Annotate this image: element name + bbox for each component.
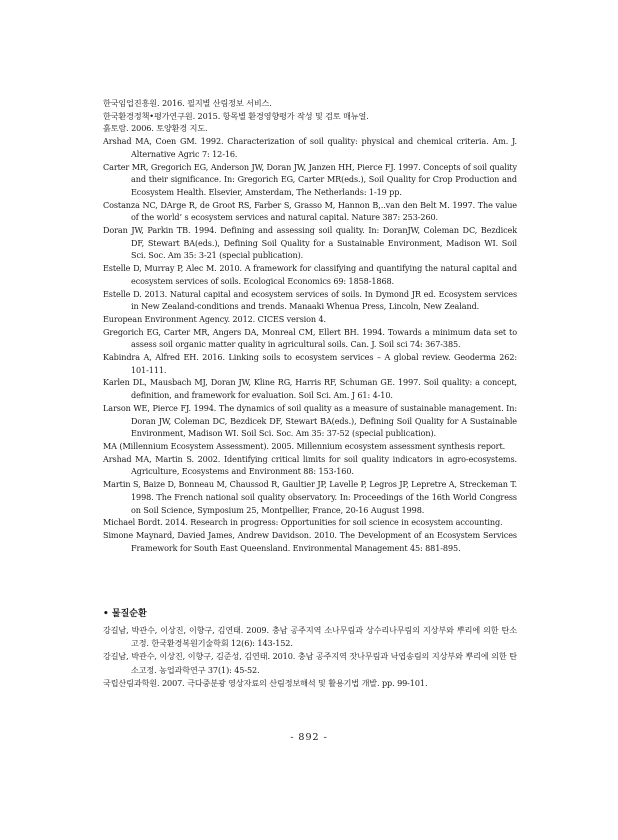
reference-item: MA (Millennium Ecosystem Assessment). 2005. Millennium ecosystem assessment synthesis report. (103, 440, 506, 451)
page-number: - 892 - (290, 732, 328, 743)
reference-item: Carter MR, Gregorich EG, Anderson JW, Doran JW, Janzen HH, Pierce FJ. 1997. Concepts of soil quality and their significance. In: Gregorich EG, Carter MR(eds.), Soil Quality for Crop Production and Ecosystem Health. Elsevier, Amsterdam, The Netherlands: 1-19 pp. (103, 161, 517, 197)
reference-item: Arshad MA, Coen GM. 1992. Characterization of soil quality: physical and chemical criteria. Am. J. Alternative Agric 7: 12-16. (103, 136, 517, 159)
reference-item: Arshad MA, Martin S. 2002. Identifying critical limits for soil quality indicators in agro-ecosystems. Agriculture, Ecosystems and Environment 88: 153-160. (103, 453, 517, 477)
reference-item: 강길남, 박관수, 이상진, 이향구, 김연태. 2009. 충남 공주지역 소나무림과 상수리나무림의 지상부와 뿌리에 의한 탄소고정. 한국환경복원기술학회 12(6): 143-152. (103, 625, 517, 649)
section-reference-list (103, 624, 517, 690)
reference-item: 강길남, 박관수, 이상진, 이향구, 김준성, 김연태. 2010. 충남 공주지역 잣나무림과 낙엽송림의 지상부와 뿌리에 의한 탄소고정. 농업과학연구 37(1): 45-52. (103, 651, 517, 675)
reference-item: Michael Bordt. 2014. Research in progress: Opportunities for soil science in ecosystem accounting. (103, 517, 503, 528)
reference-item: 흙토람. 2006. 토양환경 지도. (103, 123, 208, 134)
reference-item: Costanza NC, DArge R, de Groot RS, Farber S, Grasso M, Hannon B,..van den Belt M. 1997. The value of the world’ s ecosystem services and natural capital. Nature 387: 253-260. (103, 199, 517, 223)
reference-item: 국립산림과학원. 2007. 극다중분광 영상자료의 산림정보해석 및 활용기법 개발. pp. 99-101. (103, 677, 428, 688)
reference-item: Larson WE, Pierce FJ. 1994. The dynamics of soil quality as a measure of sustainable management. In: Doran JW, Coleman DC, Bezdicek DF, Stewart BA(eds.), Defining Soil Quality for A Sustainable Environment, Madison WI. Soil Sci. Soc. Am 35: 37-52 (special publication). (103, 402, 517, 439)
reference-item: 한국임업진흥원. 2016. 필지별 산림정보 서비스. (103, 98, 272, 108)
reference-item: Kabindra A, Alfred EH. 2016. Linking soils to ecosystem services – A global review. Geoderma 262: 101-111. (103, 352, 517, 375)
reference-item: European Environment Agency. 2012. CICES version 4. (103, 313, 326, 324)
reference-item: Doran JW, Parkin TB. 1994. Defining and assessing soil quality. In: DoranJW, Coleman DC, Bezdicek DF, Stewart BA(eds.), Defining Soil Quality for a Sustainable Environment, Madison WI. Soil Sci. Soc. Am 35: 3-21 (special publication). (103, 225, 517, 261)
reference-item: Martin S, Baize D, Bonneau M, Chaussod R, Gaultier JP, Lavelle P, Legros JP, Lepretre A, Streckeman T. 1998. The French national soil quality observatory. In: Proceedings of the 16th World Congress on Soil Science, Symposium 25, Montpellier, France, 20-16 August 1998. (103, 479, 517, 515)
reference-list (103, 97, 517, 554)
reference-item: Simone Maynard, Davied James, Andrew Davidson. 2010. The Development of an Ecosystem Services Framework for South East Queensland. Environmental Management 45: 881-895. (103, 529, 517, 553)
reference-item: Gregorich EG, Carter MR, Angers DA, Monreal CM, Ellert BH. 1994. Towards a minimum data set to assess soil organic matter quality in agricultural soils. Can. J. Soil sci 74: 367-385. (103, 326, 517, 350)
reference-item: 한국환경정책•평가연구원. 2015. 항목별 환경영향평가 작성 및 검토 매뉴얼. (103, 110, 369, 121)
reference-item: Estelle D, Murray P, Alec M. 2010. A framework for classifying and quantifying the natural capital and ecosystem services of soils. Ecological Economics 69: 1858-1868. (103, 263, 517, 286)
reference-item: Karlen DL, Mausbach MJ, Doran JW, Kline RG, Harris RF, Schuman GE. 1997. Soil quality: a concept, definition, and framework for evaluation. Soil Sci. Am. J 61: 4-10. (103, 377, 517, 401)
reference-item: Estelle D. 2013. Natural capital and ecosystem services of soils. In Dymond JR ed. Ecosystem services in New Zealand-conditions and trends. Manaaki Whenua Press, Lincoln, New Zealand. (103, 288, 517, 312)
section-heading: • 물질순환 (103, 609, 147, 619)
